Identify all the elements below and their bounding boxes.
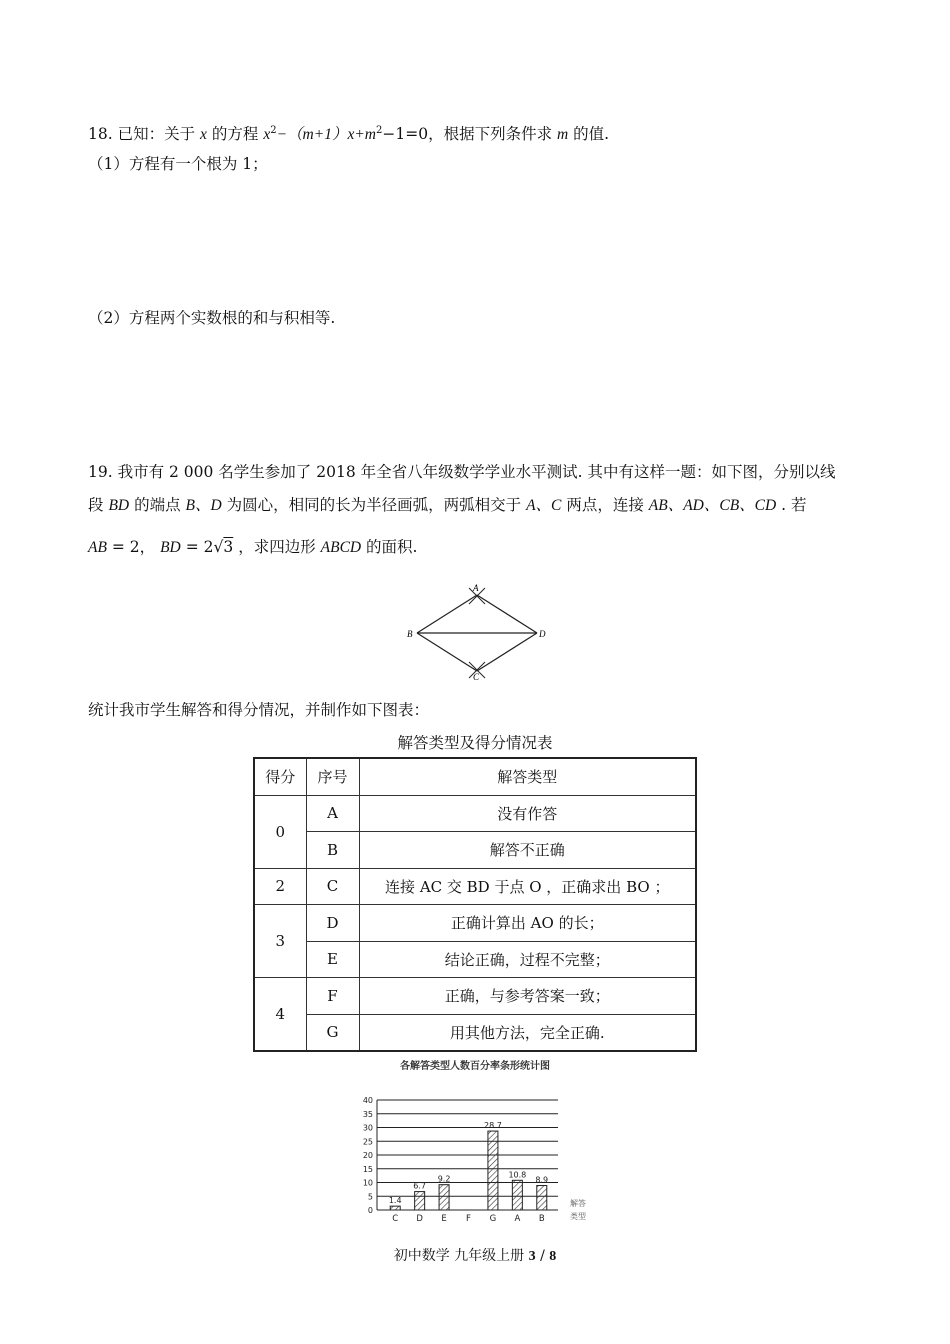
desc-cell: 正确计算出 AO 的长；	[359, 905, 696, 942]
bar	[415, 1192, 425, 1210]
q18-stem	[88, 121, 609, 145]
bar	[390, 1206, 400, 1210]
footer-sep: /	[535, 1248, 550, 1264]
x-tick-label: E	[441, 1214, 447, 1224]
q19-line2	[88, 495, 807, 516]
q18-var-x: x	[200, 126, 207, 144]
label-a: A	[473, 583, 479, 593]
q18-eq-end: −1=0	[382, 125, 429, 144]
q18-part2: （2）方程两个实数根的和与积相等.	[88, 309, 336, 327]
label-b: B	[407, 629, 413, 639]
y-tick-label: 15	[362, 1164, 373, 1174]
score-cell: 2	[254, 868, 306, 905]
desc-cell: 解答不正确	[359, 832, 696, 869]
q18-eq-exp2: 2	[376, 125, 383, 136]
footer-page: 3	[528, 1249, 536, 1264]
segment-cd	[477, 633, 537, 671]
x-tick-label: G	[489, 1214, 497, 1224]
table-row	[254, 905, 696, 942]
x-tick-label: D	[416, 1214, 423, 1224]
x-axis-label-line2: 类型	[570, 1212, 586, 1221]
table-row	[254, 832, 696, 869]
label-c: C	[473, 672, 480, 682]
q19-l2-ac: A、C	[526, 497, 562, 514]
bar	[512, 1180, 522, 1210]
q18-eq-x: x	[263, 126, 271, 144]
q18-eq-exp: 2	[270, 125, 277, 136]
q19-l3-ab: AB	[88, 539, 107, 556]
table-row	[254, 941, 696, 978]
footer-total: 8	[549, 1249, 557, 1264]
q18-eq-mid: −（m+1）x+m	[276, 126, 376, 144]
x-tick-label: A	[514, 1214, 521, 1224]
id-cell: A	[306, 795, 359, 832]
sqrt-sign: √	[213, 538, 224, 556]
y-tick-label: 25	[362, 1137, 373, 1147]
y-tick-label: 0	[367, 1206, 373, 1215]
q19-l2b: 的端点	[134, 496, 181, 514]
table-row	[254, 795, 696, 832]
y-tick-label: 20	[362, 1151, 373, 1160]
q19-l2-bd: BD	[108, 497, 130, 514]
x-tick-label: F	[466, 1214, 471, 1224]
desc-cell: 用其他方法，完全正确.	[359, 1014, 696, 1051]
id-cell: D	[306, 905, 359, 942]
desc-cell: 结论正确，过程不完整；	[359, 941, 696, 978]
id-cell: B	[306, 832, 359, 869]
q19-l2-pts: B、D	[185, 497, 222, 514]
desc-cell: 没有作答	[359, 795, 696, 832]
q18-text-b: 的方程	[211, 125, 259, 144]
y-tick-label: 40	[362, 1096, 373, 1105]
header-type: 解答类型	[359, 758, 696, 795]
bar	[488, 1131, 498, 1210]
q19-l2-segs: AB、AD、CB、CD	[648, 497, 777, 514]
q19-l3-end: 的面积.	[366, 538, 418, 556]
q19-stats-intro: 统计我市学生解答和得分情况，并制作如下图表：	[88, 701, 430, 719]
table-caption: 解答类型及得分情况表	[397, 734, 553, 752]
q19-l3-text: ，求四边形	[238, 538, 316, 556]
q19-l3-eq1: = 2，	[111, 538, 156, 556]
table-row	[254, 868, 696, 905]
q18-text-a: 已知：关于	[117, 125, 196, 144]
segment-cb	[417, 633, 477, 671]
id-cell: G	[306, 1014, 359, 1051]
q19-line1: 19. 我市有 2 000 名学生参加了 2018 年全省八年级数学学业水平测试. 其中有这样一题：如下图，分别以线	[88, 463, 836, 481]
header-score: 得分	[254, 758, 306, 795]
q19-l2c: 为圆心，相同的长为半径画弧，两弧相交于	[226, 496, 522, 514]
bar	[439, 1185, 449, 1210]
q18-text-c: ，根据下列条件求	[428, 125, 553, 144]
q19-l3-eq2: = 2	[185, 538, 214, 556]
q19-l3-sqrt: 3	[223, 538, 234, 556]
chart-title: 各解答类型人数百分率条形统计图	[400, 1061, 550, 1072]
q18-number: 18.	[88, 125, 113, 144]
q19-l2e: . 若	[781, 496, 807, 514]
bar	[537, 1186, 547, 1210]
y-tick-label: 30	[362, 1123, 373, 1133]
table-header-row	[254, 758, 696, 795]
q18-var-m: m	[557, 126, 569, 144]
score-cell: 0	[254, 795, 306, 868]
q19-line3	[88, 537, 417, 558]
table-row	[254, 1014, 696, 1051]
data-label: 1.4	[388, 1196, 402, 1206]
header-id: 序号	[306, 758, 359, 795]
score-cell: 3	[254, 905, 306, 978]
page-footer	[0, 1245, 950, 1265]
data-label: 8.9	[535, 1175, 549, 1185]
data-label: 10.8	[508, 1170, 527, 1180]
bar-chart	[350, 1085, 600, 1225]
x-axis-label-line1: 解答	[570, 1199, 586, 1208]
label-d: D	[539, 629, 546, 639]
segment-ab	[417, 595, 477, 633]
id-cell: E	[306, 941, 359, 978]
id-cell: C	[306, 868, 359, 905]
q19-l2d: 两点，连接	[566, 496, 644, 514]
score-cell: 4	[254, 978, 306, 1052]
x-tick-label: C	[392, 1214, 399, 1224]
x-tick-label: B	[538, 1214, 545, 1224]
y-tick-label: 5	[367, 1192, 373, 1202]
q19-l3-bd: BD	[160, 539, 181, 556]
desc-cell: 正确，与参考答案一致；	[359, 978, 696, 1015]
desc-cell: 连接 AC 交 BD 于点 O ，正确求出 BO ；	[359, 868, 696, 905]
data-label: 9.2	[437, 1174, 451, 1184]
id-cell: F	[306, 978, 359, 1015]
table-row	[254, 978, 696, 1015]
data-label: 28.7	[484, 1121, 502, 1131]
score-table	[253, 757, 697, 1052]
y-tick-label: 10	[362, 1178, 373, 1188]
q19-l2a: 段	[88, 496, 104, 514]
data-label: 6.7	[413, 1181, 427, 1191]
segment-ad	[477, 595, 537, 633]
q18-part1: （1）方程有一个根为 1；	[88, 155, 268, 173]
q19-l3-abcd: ABCD	[320, 539, 362, 556]
footer-text: 初中数学 九年级上册	[393, 1248, 529, 1264]
q18-text-d: 的值.	[573, 125, 610, 144]
rhombus-figure	[400, 582, 560, 682]
y-tick-label: 35	[362, 1109, 373, 1119]
